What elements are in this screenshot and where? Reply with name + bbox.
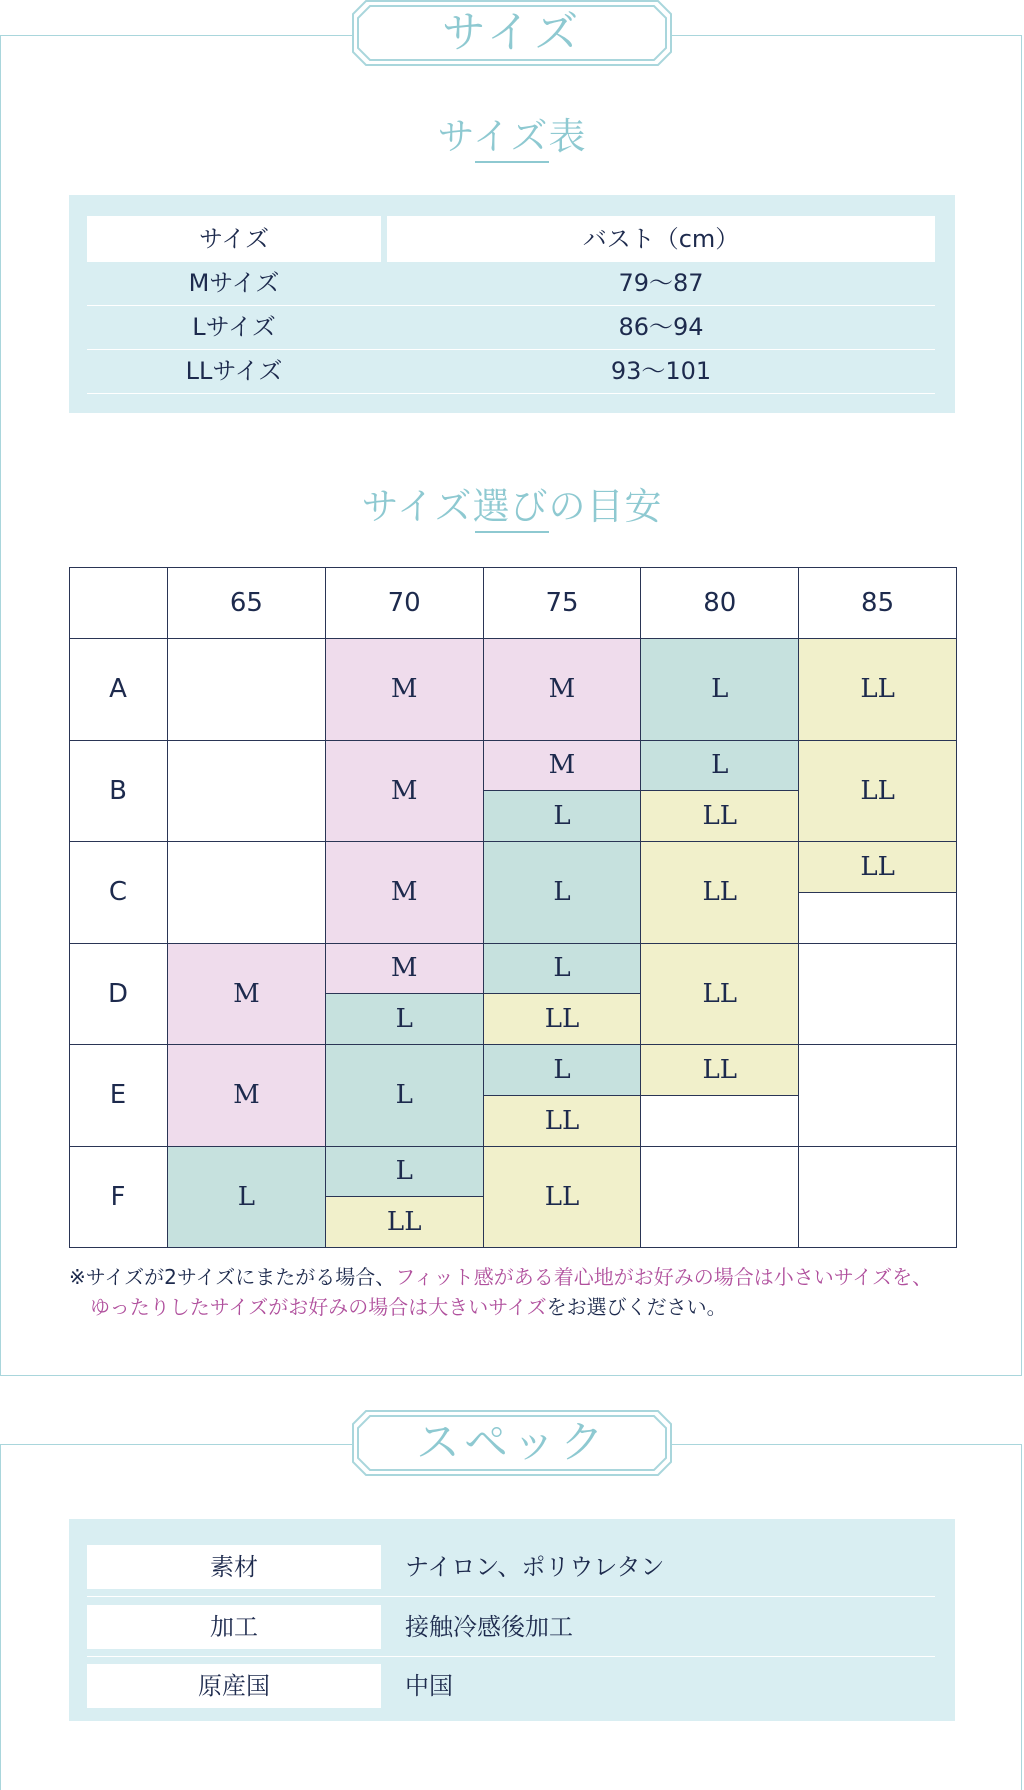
size-section-title: サイズ bbox=[441, 7, 583, 58]
guide-size-cell-ll: LL bbox=[799, 842, 957, 893]
spec-row bbox=[87, 1656, 935, 1715]
size-table-title-underline bbox=[475, 161, 549, 163]
guide-size-cell-ll: LL bbox=[641, 944, 799, 1046]
spec-table bbox=[69, 1519, 955, 1721]
guide-band-header: 75 bbox=[484, 567, 642, 639]
size-section-badge bbox=[352, 0, 672, 66]
size-table-bust-cell: 93〜101 bbox=[610, 357, 712, 385]
guide-corner-cell bbox=[69, 567, 168, 639]
size-table bbox=[69, 195, 955, 413]
size-table-row bbox=[87, 350, 935, 394]
size-table-title: サイズ表 bbox=[437, 115, 587, 158]
size-table-header-bust: バスト（cm） bbox=[387, 216, 935, 262]
guide-size-cell-l: L bbox=[484, 944, 642, 995]
spec-section-title: スペック bbox=[416, 1417, 608, 1468]
guide-size-cell-empty bbox=[799, 893, 957, 944]
size-guide-title-underline bbox=[475, 531, 549, 533]
guide-band-header: 80 bbox=[641, 567, 799, 639]
size-guide-grid bbox=[69, 567, 957, 1248]
guide-size-cell-l: L bbox=[641, 741, 799, 792]
size-table-bust-cell: 79〜87 bbox=[618, 269, 704, 297]
guide-size-cell-m: M bbox=[484, 741, 642, 792]
size-table-bust-cell: 86〜94 bbox=[618, 313, 704, 341]
guide-size-cell-ll: LL bbox=[641, 1045, 799, 1096]
size-guide-title: サイズ選びの目安 bbox=[361, 485, 663, 528]
size-table-size-cell: LLサイズ bbox=[185, 357, 283, 385]
guide-empty-cell bbox=[799, 944, 957, 1046]
guide-cup-header: C bbox=[69, 842, 168, 944]
spec-value: 接触冷感後加工 bbox=[405, 1613, 573, 1641]
note-highlight-small: フィット感がある着心地がお好みの場合は小さいサイズを、 bbox=[395, 1265, 933, 1289]
guide-size-cell-m: M bbox=[484, 639, 642, 741]
guide-size-cell-ll: LL bbox=[641, 791, 799, 842]
size-table-size-cell: Mサイズ bbox=[188, 269, 280, 297]
size-table-row bbox=[87, 306, 935, 350]
guide-size-cell-m: M bbox=[326, 741, 484, 843]
guide-size-cell-ll: LL bbox=[484, 1147, 642, 1249]
guide-cup-header: E bbox=[69, 1045, 168, 1147]
size-table-header-size: サイズ bbox=[87, 216, 381, 262]
guide-band-header: 85 bbox=[799, 567, 957, 639]
size-table-size-cell: Lサイズ bbox=[192, 313, 276, 341]
guide-size-cell-m: M bbox=[168, 1045, 326, 1147]
spec-label: 加工 bbox=[87, 1605, 381, 1649]
spec-label: 原産国 bbox=[87, 1664, 381, 1708]
guide-empty-cell bbox=[799, 1045, 957, 1147]
guide-size-cell-m: M bbox=[326, 944, 484, 995]
guide-size-cell-empty bbox=[641, 1096, 799, 1147]
guide-size-cell-l: L bbox=[484, 842, 642, 944]
spec-row bbox=[87, 1537, 935, 1597]
guide-size-cell-l: L bbox=[326, 994, 484, 1045]
note-highlight-large: ゆったりしたサイズがお好みの場合は大きいサイズ bbox=[90, 1295, 547, 1319]
size-table-row bbox=[87, 262, 935, 306]
guide-size-cell-ll: LL bbox=[326, 1197, 484, 1248]
guide-cup-header: B bbox=[69, 741, 168, 843]
guide-empty-cell bbox=[799, 1147, 957, 1249]
size-guide-note bbox=[69, 1262, 969, 1322]
guide-size-cell-ll: LL bbox=[799, 741, 957, 843]
guide-cup-header: F bbox=[69, 1147, 168, 1249]
guide-empty-cell bbox=[168, 842, 326, 944]
guide-cup-header: D bbox=[69, 944, 168, 1046]
guide-size-cell-ll: LL bbox=[641, 842, 799, 944]
guide-size-cell-l: L bbox=[326, 1147, 484, 1198]
guide-band-header: 70 bbox=[326, 567, 484, 639]
guide-size-cell-l: L bbox=[326, 1045, 484, 1147]
note-suffix: をお選びください。 bbox=[546, 1295, 727, 1319]
guide-size-cell-ll: LL bbox=[484, 1096, 642, 1147]
guide-size-cell-l: L bbox=[168, 1147, 326, 1249]
guide-size-cell-ll: LL bbox=[484, 994, 642, 1045]
guide-size-cell-m: M bbox=[168, 944, 326, 1046]
guide-size-cell-m: M bbox=[326, 842, 484, 944]
note-prefix: ※サイズが2サイズにまたがる場合、 bbox=[69, 1265, 396, 1289]
guide-size-cell-ll: LL bbox=[799, 639, 957, 741]
guide-empty-cell bbox=[641, 1147, 799, 1249]
spec-section-badge bbox=[352, 1410, 672, 1476]
guide-size-cell-m: M bbox=[326, 639, 484, 741]
guide-band-header: 65 bbox=[168, 567, 326, 639]
spec-row bbox=[87, 1597, 935, 1657]
spec-value: 中国 bbox=[405, 1672, 453, 1700]
guide-size-cell-l: L bbox=[484, 1045, 642, 1096]
spec-label: 素材 bbox=[87, 1545, 381, 1589]
guide-empty-cell bbox=[168, 639, 326, 741]
spec-value: ナイロン、ポリウレタン bbox=[405, 1553, 665, 1581]
guide-cup-header: A bbox=[69, 639, 168, 741]
guide-size-cell-l: L bbox=[484, 791, 642, 842]
guide-empty-cell bbox=[168, 741, 326, 843]
guide-size-cell-l: L bbox=[641, 639, 799, 741]
